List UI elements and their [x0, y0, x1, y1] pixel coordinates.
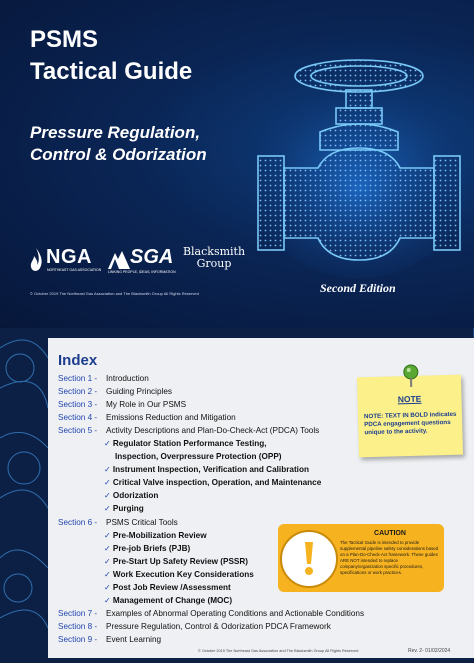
index-item[interactable]: [58, 620, 358, 633]
cover-subtitle: [30, 122, 207, 166]
subitem-title: Post Job Review /Assessment: [112, 582, 231, 592]
section-title: Pressure Regulation, Control & Odorization PDCA Framework: [106, 621, 331, 631]
cover-title-line2: Tactical Guide: [30, 58, 193, 85]
index-subitem[interactable]: [58, 437, 358, 450]
index-page: [0, 328, 474, 663]
index-subitem-continued[interactable]: [58, 450, 358, 463]
subitem-title: Pre-job Briefs (PJB): [112, 543, 191, 553]
subitem-title: Work Execution Key Considerations: [112, 569, 254, 579]
index-subitem[interactable]: [58, 502, 358, 515]
subitem-title: Pre-Mobilization Review: [112, 530, 207, 540]
section-number: Section 4 -: [58, 413, 98, 423]
subitem-title: Odorization: [112, 491, 159, 501]
blacksmith-line1: Blacksmith: [182, 245, 246, 258]
checkmark-icon: ✓: [104, 491, 111, 501]
blacksmith-logo: [181, 246, 247, 270]
cover-subtitle-line1: Pressure Regulation,: [30, 123, 201, 142]
blacksmith-line2: Group: [196, 257, 232, 270]
checkmark-icon: ✓: [104, 439, 111, 449]
note-text: NOTE: TEXT IN BOLD indicates PDCA engagement questions unique to the activity.: [363, 410, 457, 436]
section-title: My Role in Our PSMS: [106, 400, 187, 410]
sga-mark-icon: [108, 249, 130, 269]
section-title: Introduction: [106, 374, 149, 383]
valve-icon: [248, 38, 470, 278]
index-heading: Index: [58, 352, 98, 369]
index-subitem[interactable]: [58, 463, 358, 476]
subitem-title: Management of Change (MOC): [112, 595, 233, 605]
section-title: Event Learning: [106, 634, 162, 644]
cover-title-line1: PSMS: [30, 26, 99, 53]
sga-tagline: LINKING PEOPLE, IDEAS, INFORMATION: [108, 270, 176, 274]
checkmark-icon: ✓: [104, 465, 111, 475]
index-subitem[interactable]: [58, 594, 358, 607]
cover-copyright: © October 2019 The Northeast Gas Association and The Blacksmith Group All Rights Reserved: [30, 291, 199, 296]
cover-title: [30, 24, 192, 88]
section-title: Guiding Principles: [106, 387, 172, 397]
checkmark-icon: ✓: [104, 595, 111, 605]
exclamation-icon: [296, 542, 322, 576]
checkmark-icon: ✓: [104, 556, 111, 566]
checkmark-icon: ✓: [104, 504, 111, 514]
caution-title: CAUTION: [374, 530, 406, 537]
section-title: Activity Descriptions and Plan-Do-Check-Act (PDCA) Tools: [106, 426, 320, 436]
checkmark-icon: ✓: [104, 478, 111, 488]
index-panel: [48, 338, 474, 658]
index-item[interactable]: [58, 424, 358, 437]
section-number: Section 7 -: [58, 608, 98, 618]
caution-circle: [280, 530, 338, 588]
checkmark-icon: ✓: [104, 543, 111, 553]
note-sticky: [357, 375, 463, 458]
caution-text: The Tactical Guide is intended to provide supplemental pipeline safety considerations based on a Plan-Do-Check-Act framework. These guides ARE NOT intended to replace company/organization specific procedures, specifications or work practices.: [340, 540, 439, 575]
section-title: Examples of Abnormal Operating Conditions and Actionable Conditions: [106, 608, 365, 618]
section-title: Emissions Reduction and Mitigation: [106, 413, 236, 423]
cover-page: [0, 0, 474, 328]
revision-label: Rev. 2- 01/02/2024: [408, 648, 451, 654]
section-number: Section 5 -: [58, 426, 98, 436]
nga-logo-text: NGA: [46, 246, 92, 268]
index-item[interactable]: [58, 607, 365, 620]
section-number: Section 6 -: [58, 517, 98, 527]
index-list: [58, 372, 365, 646]
section-number: Section 8 -: [58, 621, 98, 631]
checkmark-icon: ✓: [104, 582, 111, 592]
subitem-title: Inspection, Overpressure Protection (OPP): [115, 452, 282, 462]
cover-subtitle-line2: Control & Odorization: [30, 145, 207, 164]
subitem-title: Pre-Start Up Safety Review (PSSR): [112, 556, 249, 566]
section-number: Section 9 -: [58, 634, 98, 644]
section-number: Section 2 -: [58, 387, 98, 397]
subitem-title: Regulator Station Performance Testing,: [112, 439, 267, 449]
subitem-title: Instrument Inspection, Verification and Calibration: [112, 465, 309, 475]
sga-logo-text: SGA: [130, 246, 174, 268]
section-number: Section 1 -: [58, 374, 98, 383]
caution-box: [278, 524, 444, 592]
index-item[interactable]: [58, 411, 358, 424]
checkmark-icon: ✓: [104, 530, 111, 540]
index-subitem[interactable]: [58, 476, 358, 489]
subitem-title: Critical Valve inspection, Operation, and Maintenance: [112, 478, 322, 488]
note-title: NOTE: [397, 393, 422, 405]
flame-icon: [28, 248, 44, 272]
nga-tagline: NORTHEAST GAS ASSOCIATION: [47, 268, 102, 272]
index-item[interactable]: [58, 398, 358, 411]
footer-copyright: © October 2019 The Northeast Gas Association and The Blacksmith Group All Rights Reserved: [198, 649, 359, 653]
section-title: PSMS Critical Tools: [106, 517, 178, 527]
subitem-title: Purging: [112, 504, 144, 514]
checkmark-icon: ✓: [104, 569, 111, 579]
edition-label: Second Edition: [320, 281, 396, 295]
index-subitem[interactable]: [58, 489, 358, 502]
index-item[interactable]: [58, 385, 358, 398]
section-number: Section 3 -: [58, 400, 98, 410]
pushpin-icon: [401, 364, 422, 389]
index-item[interactable]: [58, 633, 358, 646]
index-item[interactable]: [58, 372, 358, 385]
